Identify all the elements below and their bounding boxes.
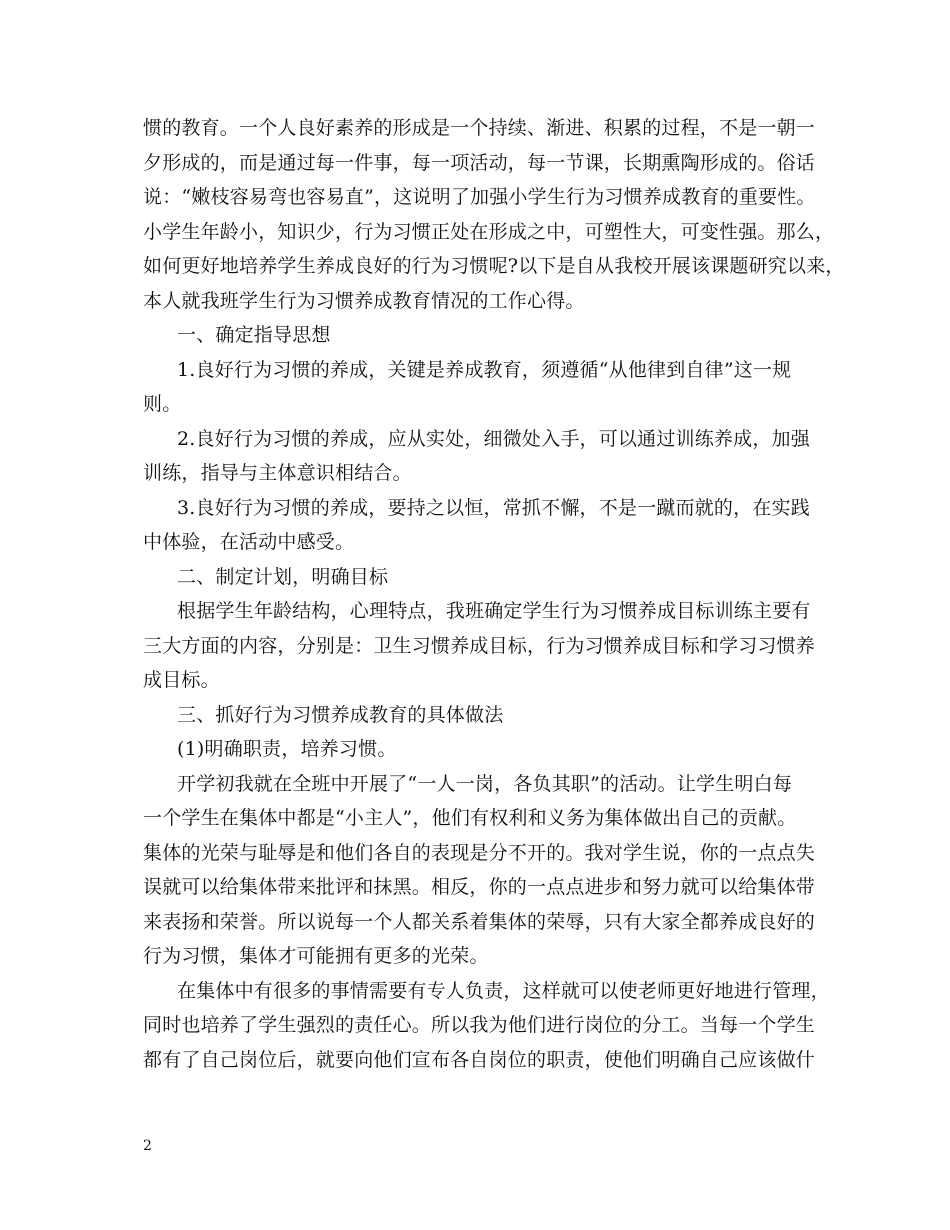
section-heading-plan-goals: 二、制定计划，明确目标 [177,565,389,588]
text-line: 集体的光荣与耻辱是和他们各自的表现是分不开的。我对学生说，你的一点点失 [143,841,816,864]
page-number: 2 [143,1138,152,1154]
text-line: 夕形成的，而是通过每一件事，每一项活动，每一节课，长期熏陶形成的。俗话 [143,151,816,174]
numbered-item-1: 1.良好行为习惯的养成，关键是养成教育，须遵循“从他律到自律”这一规 [177,358,792,381]
text-line: 如何更好地培养学生养成良好的行为习惯呢?以下是自从我校开展该课题研究以来， [143,255,845,277]
section-heading-specific-methods: 三、抓好行为习惯养成教育的具体做法 [177,703,504,726]
text-line: 说：“嫩枝容易弯也容易直”，这说明了加强小学生行为习惯养成教育的重要性。 [143,186,816,208]
paragraph-start: 根据学生年龄结构，心理特点，我班确定学生行为习惯养成目标训练主要有 [177,600,811,622]
section-heading-guiding-principles: 一、确定指导思想 [177,324,331,346]
document-body [143,111,845,1077]
text-line: 则。 [143,393,182,415]
text-line: 误就可以给集体带来批评和抹黑。相反，你的一点点进步和努力就可以给集体带 [143,876,816,898]
text-line: 中体验，在活动中感受。 [143,531,355,553]
text-line: 本人就我班学生行为习惯养成教育情况的工作心得。 [143,289,585,312]
text-line: 同时也培养了学生强烈的责任心。所以我为他们进行岗位的分工。当每一个学生 [143,1014,816,1036]
text-line: 一个学生在集体中都是“小主人”，他们有权利和义务为集体做出自己的贡献。 [143,807,797,829]
text-line: 小学生年龄小，知识少，行为习惯正处在形成之中，可塑性大，可变性强。那么， [143,220,835,243]
subheading-responsibilities: (1)明确职责，培养习惯。 [177,738,397,760]
text-line: 行为习惯，集体才可能拥有更多的光荣。 [143,945,489,967]
text-line: 来表扬和荣誉。所以说每一个人都关系着集体的荣辱，只有大家全都养成良好的 [143,910,816,933]
text-line: 三大方面的内容，分别是：卫生习惯养成目标，行为习惯养成目标和学习习惯养 [143,634,816,657]
text-line: 惯的教育。一个人良好素养的形成是一个持续、渐进、积累的过程，不是一朝一 [143,117,816,139]
numbered-item-3: 3.良好行为习惯的养成，要持之以恒，常抓不懈，不是一蹴而就的，在实践 [177,496,810,519]
numbered-item-2: 2.良好行为习惯的养成，应从实处，细微处入手，可以通过训练养成，加强 [177,427,810,450]
paragraph-start: 在集体中有很多的事情需要有专人负责，这样就可以使老师更好地进行管理， [177,979,830,1002]
paragraph-start: 开学初我就在全班中开展了“一人一岗，各负其职”的活动。让学生明白每 [177,772,793,795]
text-line: 成目标。 [143,669,220,691]
text-line: 都有了自己岗位后，就要向他们宣布各自岗位的职责，使他们明确自己应该做什 [143,1048,816,1071]
text-line: 训练，指导与主体意识相结合。 [143,462,412,484]
